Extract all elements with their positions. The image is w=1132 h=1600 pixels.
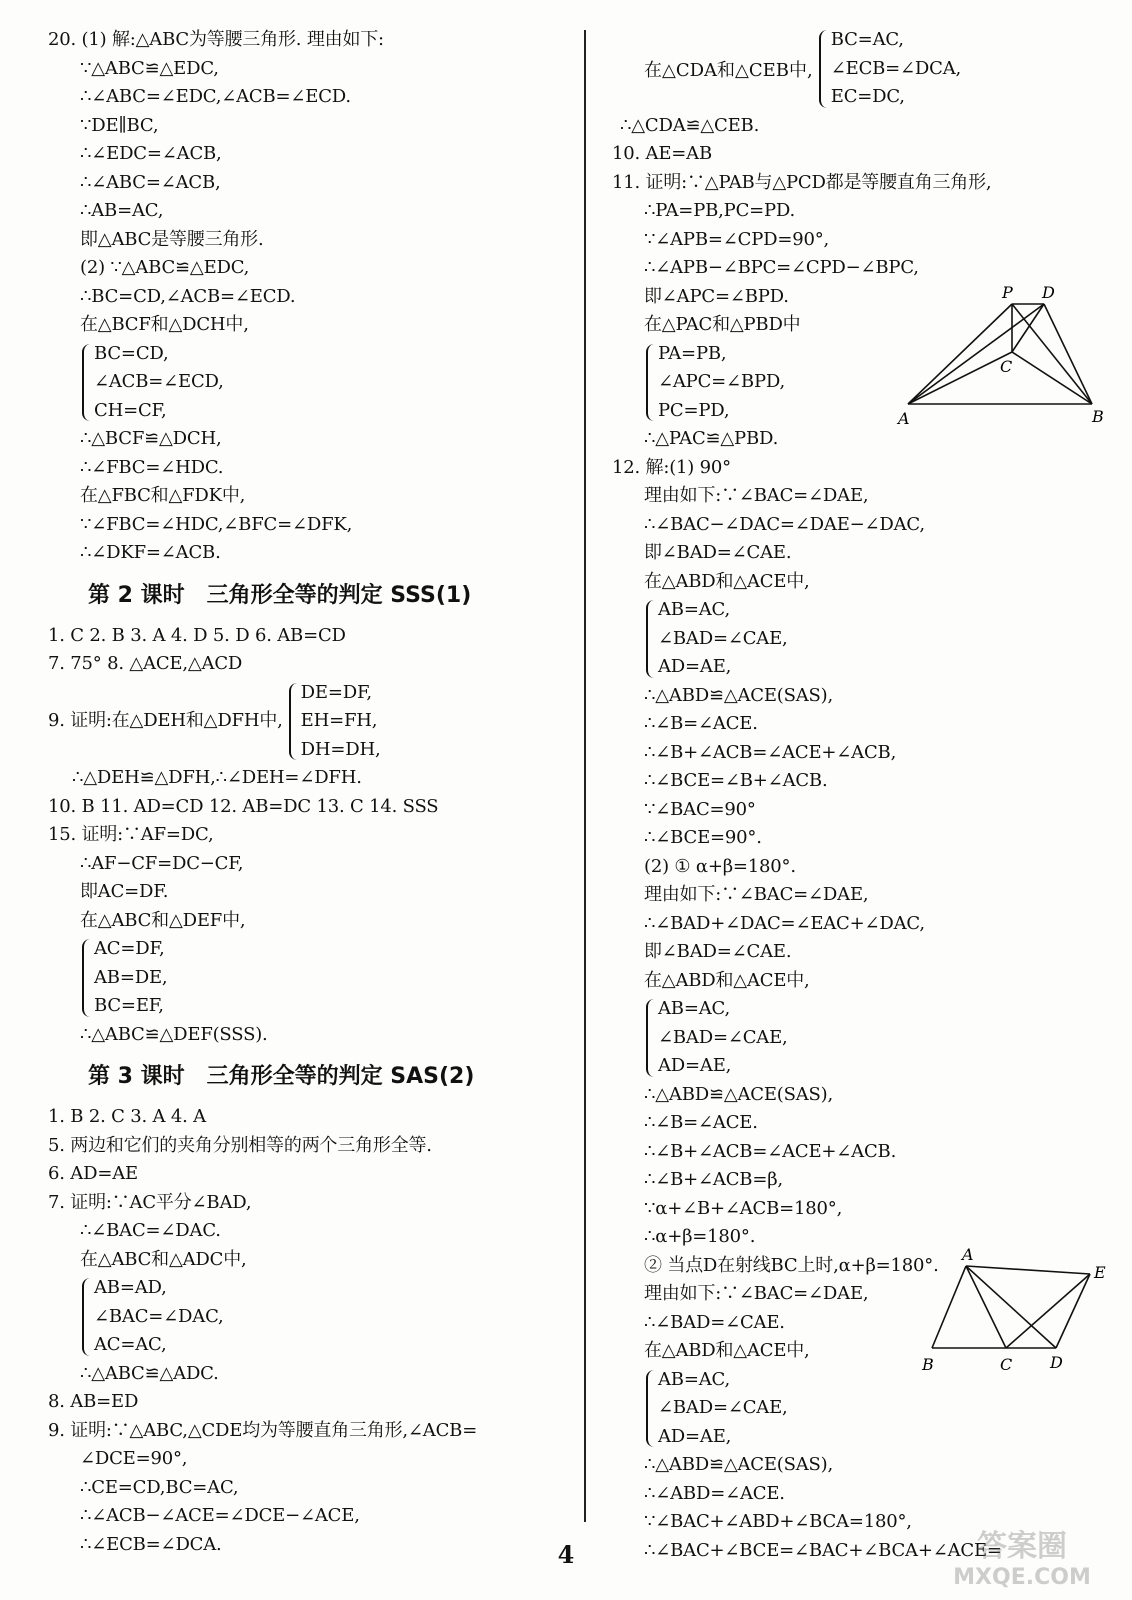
equation: PC=PD,: [658, 399, 730, 421]
text-line: ∴∠ABC=∠EDC,∠ACB=∠ECD.: [80, 86, 351, 107]
equation: AD=AE,: [658, 1425, 732, 1447]
equation: AC=AC,: [94, 1334, 167, 1355]
text-line: 在△ABD和△ACE中,: [644, 969, 810, 991]
label-a: A: [898, 409, 910, 428]
text-line: ∴∠BCE=90°.: [644, 827, 762, 848]
text-line: ∴△ABC≌△ADC.: [80, 1362, 219, 1384]
text-line: 1. B 2. C 3. A 4. A: [48, 1106, 206, 1127]
text-line: ∴∠BAC=∠DAC.: [80, 1220, 221, 1241]
q20-block: [48, 26, 568, 568]
text-line: ② 当点D在射线BC上时,α+β=180°.: [644, 1254, 939, 1276]
equation-system-wrap: [612, 596, 1124, 682]
equation: AD=AE,: [658, 656, 732, 677]
text-line: 15. 证明:∵AF=DC,: [48, 824, 214, 845]
text-line: ∴∠B=∠ACE.: [644, 713, 758, 734]
text-line: ∴AB=AC,: [80, 200, 164, 221]
equation: ∠BAD=∠CAE,: [658, 1397, 788, 1418]
equation: ∠ECB=∠DCA,: [830, 57, 962, 79]
equation-system: [644, 596, 1124, 682]
text-line: ∴PA=PB,PC=PD.: [644, 200, 796, 221]
text-line: ∴△PAC≌△PBD.: [644, 428, 779, 449]
equation: AB=AC,: [658, 998, 730, 1019]
page-number: 4: [557, 1540, 575, 1569]
text-line: 即AC=DF.: [80, 881, 169, 902]
text-line: 即∠APC=∠BPD.: [644, 285, 789, 307]
segment-ac: [966, 1266, 1006, 1348]
equation-system-wrap: [48, 340, 568, 426]
text-line: 12. 解:(1) 90°: [612, 456, 731, 478]
equation-system-wrap: [48, 1274, 568, 1360]
equation-system-wrap: [612, 995, 1124, 1081]
equation-system: [287, 679, 381, 765]
text-line: ∴△ABD≌△ACE(SAS),: [644, 1083, 834, 1105]
segment-ce: [1006, 1274, 1090, 1348]
text-line: ∴∠B+∠ACB=β,: [644, 1169, 783, 1190]
text-line: 理由如下:∵∠BAC=∠DAE,: [644, 485, 869, 506]
equation: EC=DC,: [830, 86, 905, 107]
text-line: ∴∠FBC=∠HDC.: [80, 456, 224, 478]
text-line: ∴∠BAC+∠BCE=∠BAC+∠BCA+∠ACE=: [644, 1539, 1002, 1561]
text-line: 理由如下:∵∠BAC=∠DAE,: [644, 1283, 869, 1304]
text-line: 在△BCF和△DCH中,: [80, 314, 249, 335]
text-line: ∴∠BAD+∠DAC=∠EAC+∠DAC,: [644, 912, 925, 934]
label-p: P: [1002, 283, 1013, 302]
text-line: ∠DCE=90°,: [80, 1448, 188, 1469]
segment-ad: [908, 304, 1044, 404]
text-line: ∵∠BAC+∠ABD+∠BCA=180°,: [644, 1511, 912, 1532]
equation: AB=DE,: [94, 966, 168, 988]
text-line: ∴∠BCE=∠B+∠ACB.: [644, 770, 828, 791]
label-e: E: [1094, 1263, 1106, 1282]
q9-continued-row: [612, 26, 1124, 112]
equation: AD=AE,: [658, 1055, 732, 1076]
label-d: D: [1042, 283, 1055, 302]
equation: ∠BAD=∠CAE,: [658, 1026, 788, 1048]
text-line: 在△ABC和△DEF中,: [80, 909, 246, 931]
equation: DE=DF,: [300, 681, 372, 703]
text-line: 在△ABD和△ACE中,: [644, 570, 810, 592]
segment-ad: [966, 1266, 1056, 1348]
text-line: ∴∠DKF=∠ACB.: [80, 542, 221, 563]
label-c: C: [1000, 357, 1013, 376]
text-line: 在△ABD和△ACE中,: [644, 1340, 810, 1361]
lesson-2-block: [48, 622, 568, 1050]
text-line: 8. AB=ED: [48, 1391, 139, 1412]
text-line: ∴△CDA≌△CEB.: [620, 114, 760, 136]
equation: ∠ACB=∠ECD,: [94, 371, 224, 392]
equation-system: [80, 1274, 568, 1360]
equation: DH=DH,: [300, 738, 381, 760]
watermark-url: MXQE.COM: [953, 1565, 1091, 1590]
label-b: B: [1092, 407, 1104, 426]
text-line: ∴BC=CD,∠ACB=∠ECD.: [80, 285, 296, 307]
watermark-title: 答案圈: [977, 1529, 1067, 1564]
segment-ac: [908, 352, 1012, 404]
segment-ap: [908, 304, 1012, 404]
text-line: 10. B 11. AD=CD 12. AB=DC 13. C 14. SSS: [48, 795, 439, 817]
label-d: D: [1050, 1353, 1063, 1372]
label-b: B: [922, 1355, 934, 1374]
section-heading-lesson-3: 第 3 课时 三角形全等的判定 SAS(2): [88, 1064, 475, 1089]
equation-system: [644, 995, 1124, 1081]
text-line: ∴∠BAD=∠CAE.: [644, 1311, 785, 1333]
equation: ∠APC=∠BPD,: [658, 371, 785, 392]
equation-system: [80, 935, 568, 1021]
left-column: [48, 26, 568, 1559]
equation: AB=AD,: [94, 1277, 167, 1298]
text-line: 1. C 2. B 3. A 4. D 5. D 6. AB=CD: [48, 624, 346, 646]
text-line: ∴∠ABD=∠ACE.: [644, 1482, 785, 1504]
text-line: 即△ABC是等腰三角形.: [80, 228, 264, 250]
text-line: 即∠BAD=∠CAE.: [644, 542, 792, 563]
text-line: ∴△BCF≌△DCH,: [80, 428, 222, 449]
equation: AB=AC,: [658, 599, 730, 620]
text-line: 9. 证明:在△DEH和△DFH中,: [48, 710, 283, 731]
text-line: ∴CE=CD,BC=AC,: [80, 1476, 239, 1498]
text-line: 7. 证明:∵AC平分∠BAD,: [48, 1191, 252, 1213]
text-line: ∴AF−CF=DC−CF,: [80, 852, 244, 874]
figure-pab-pcd: [888, 282, 1112, 428]
text-line: ∴∠ABC=∠ACB,: [80, 171, 221, 193]
text-line: ∴∠BAC−∠DAC=∠DAE−∠DAC,: [644, 513, 925, 535]
equation: PA=PB,: [658, 342, 727, 364]
text-line: ∴∠B=∠ACE.: [644, 1112, 758, 1133]
text-line: ∴∠ECB=∠DCA.: [80, 1533, 222, 1555]
site-watermark: [922, 1520, 1122, 1592]
equation-system-wrap: [48, 935, 568, 1021]
text-line: ∴∠ACB−∠ACE=∠DCE−∠ACE,: [80, 1505, 360, 1526]
segment-ab: [932, 1266, 966, 1348]
equation: BC=CD,: [94, 342, 169, 364]
equation-system: [817, 26, 961, 112]
text-line: ∴∠B+∠ACB=∠ACE+∠ACB.: [644, 1140, 897, 1162]
equation: BC=AC,: [830, 29, 904, 50]
lesson-3-block: [48, 1103, 568, 1559]
text-line: 20. (1) 解:△ABC为等腰三角形. 理由如下:: [48, 29, 384, 50]
text-line: ∵DE∥BC,: [80, 114, 159, 136]
label-a: A: [962, 1245, 974, 1264]
segment-de: [1056, 1274, 1090, 1348]
text-line: ∴∠APB−∠BPC=∠CPD−∠BPC,: [644, 257, 919, 278]
text-line: 理由如下:∵∠BAC=∠DAE,: [644, 884, 869, 905]
text-line: 在△ABC和△ADC中,: [80, 1248, 247, 1270]
text-line: 在△FBC和△FDK中,: [80, 485, 246, 506]
figure-abcde: [916, 1244, 1112, 1380]
text-line: ∴△ABD≌△ACE(SAS),: [644, 1454, 834, 1475]
text-line: (2) ① α+β=180°.: [644, 855, 796, 877]
text-line: ∴∠EDC=∠ACB,: [80, 143, 222, 164]
column-divider: [584, 30, 586, 1522]
text-line: ∵α+∠B+∠ACB=180°,: [644, 1197, 843, 1219]
text-line: ∵∠FBC=∠HDC,∠BFC=∠DFK,: [80, 513, 353, 535]
text-line: 即∠BAD=∠CAE.: [644, 941, 792, 962]
text-line: ∴△DEH≌△DFH,∴∠DEH=∠DFH.: [72, 767, 362, 788]
text-line: (2) ∵△ABC≌△EDC,: [80, 257, 250, 278]
text-line: ∴α+β=180°.: [644, 1226, 756, 1247]
equation: ∠BAD=∠CAE,: [658, 627, 788, 649]
q9-row: [48, 679, 568, 765]
text-line: ∵△ABC≌△EDC,: [80, 57, 219, 79]
equation: AB=AC,: [658, 1368, 730, 1390]
text-line: 6. AD=AE: [48, 1163, 138, 1184]
text-line: 9. 证明:∵△ABC,△CDE均为等腰直角三角形,∠ACB=: [48, 1419, 478, 1441]
text-line: ∴△ABD≌△ACE(SAS),: [644, 684, 834, 706]
text-line: 在△CDA和△CEB中,: [644, 59, 813, 81]
text-line: ∴△ABC≌△DEF(SSS).: [80, 1023, 268, 1045]
equation: AC=DF,: [94, 938, 165, 959]
text-line: ∵∠APB=∠CPD=90°,: [644, 228, 830, 250]
text-line: 11. 证明:∵△PAB与△PCD都是等腰直角三角形,: [612, 171, 992, 193]
text-line: 5. 两边和它们的夹角分别相等的两个三角形全等.: [48, 1134, 432, 1156]
text-line: 在△PAC和△PBD中: [644, 314, 801, 335]
equation: BC=EF,: [94, 995, 164, 1016]
text-line: ∴∠B+∠ACB=∠ACE+∠ACB,: [644, 741, 897, 763]
text-line: 7. 75° 8. △ACE,△ACD: [48, 653, 243, 674]
equation: ∠BAC=∠DAC,: [94, 1305, 224, 1327]
equation: CH=CF,: [94, 399, 167, 421]
text-line: 10. AE=AB: [612, 143, 712, 164]
section-heading-lesson-2: 第 2 课时 三角形全等的判定 SSS(1): [88, 582, 472, 608]
segment-ae: [966, 1266, 1090, 1274]
text-line: ∵∠BAC=90°: [644, 798, 756, 820]
equation: EH=FH,: [300, 710, 378, 731]
label-c: C: [1000, 1355, 1013, 1374]
equation-system: [80, 340, 568, 426]
